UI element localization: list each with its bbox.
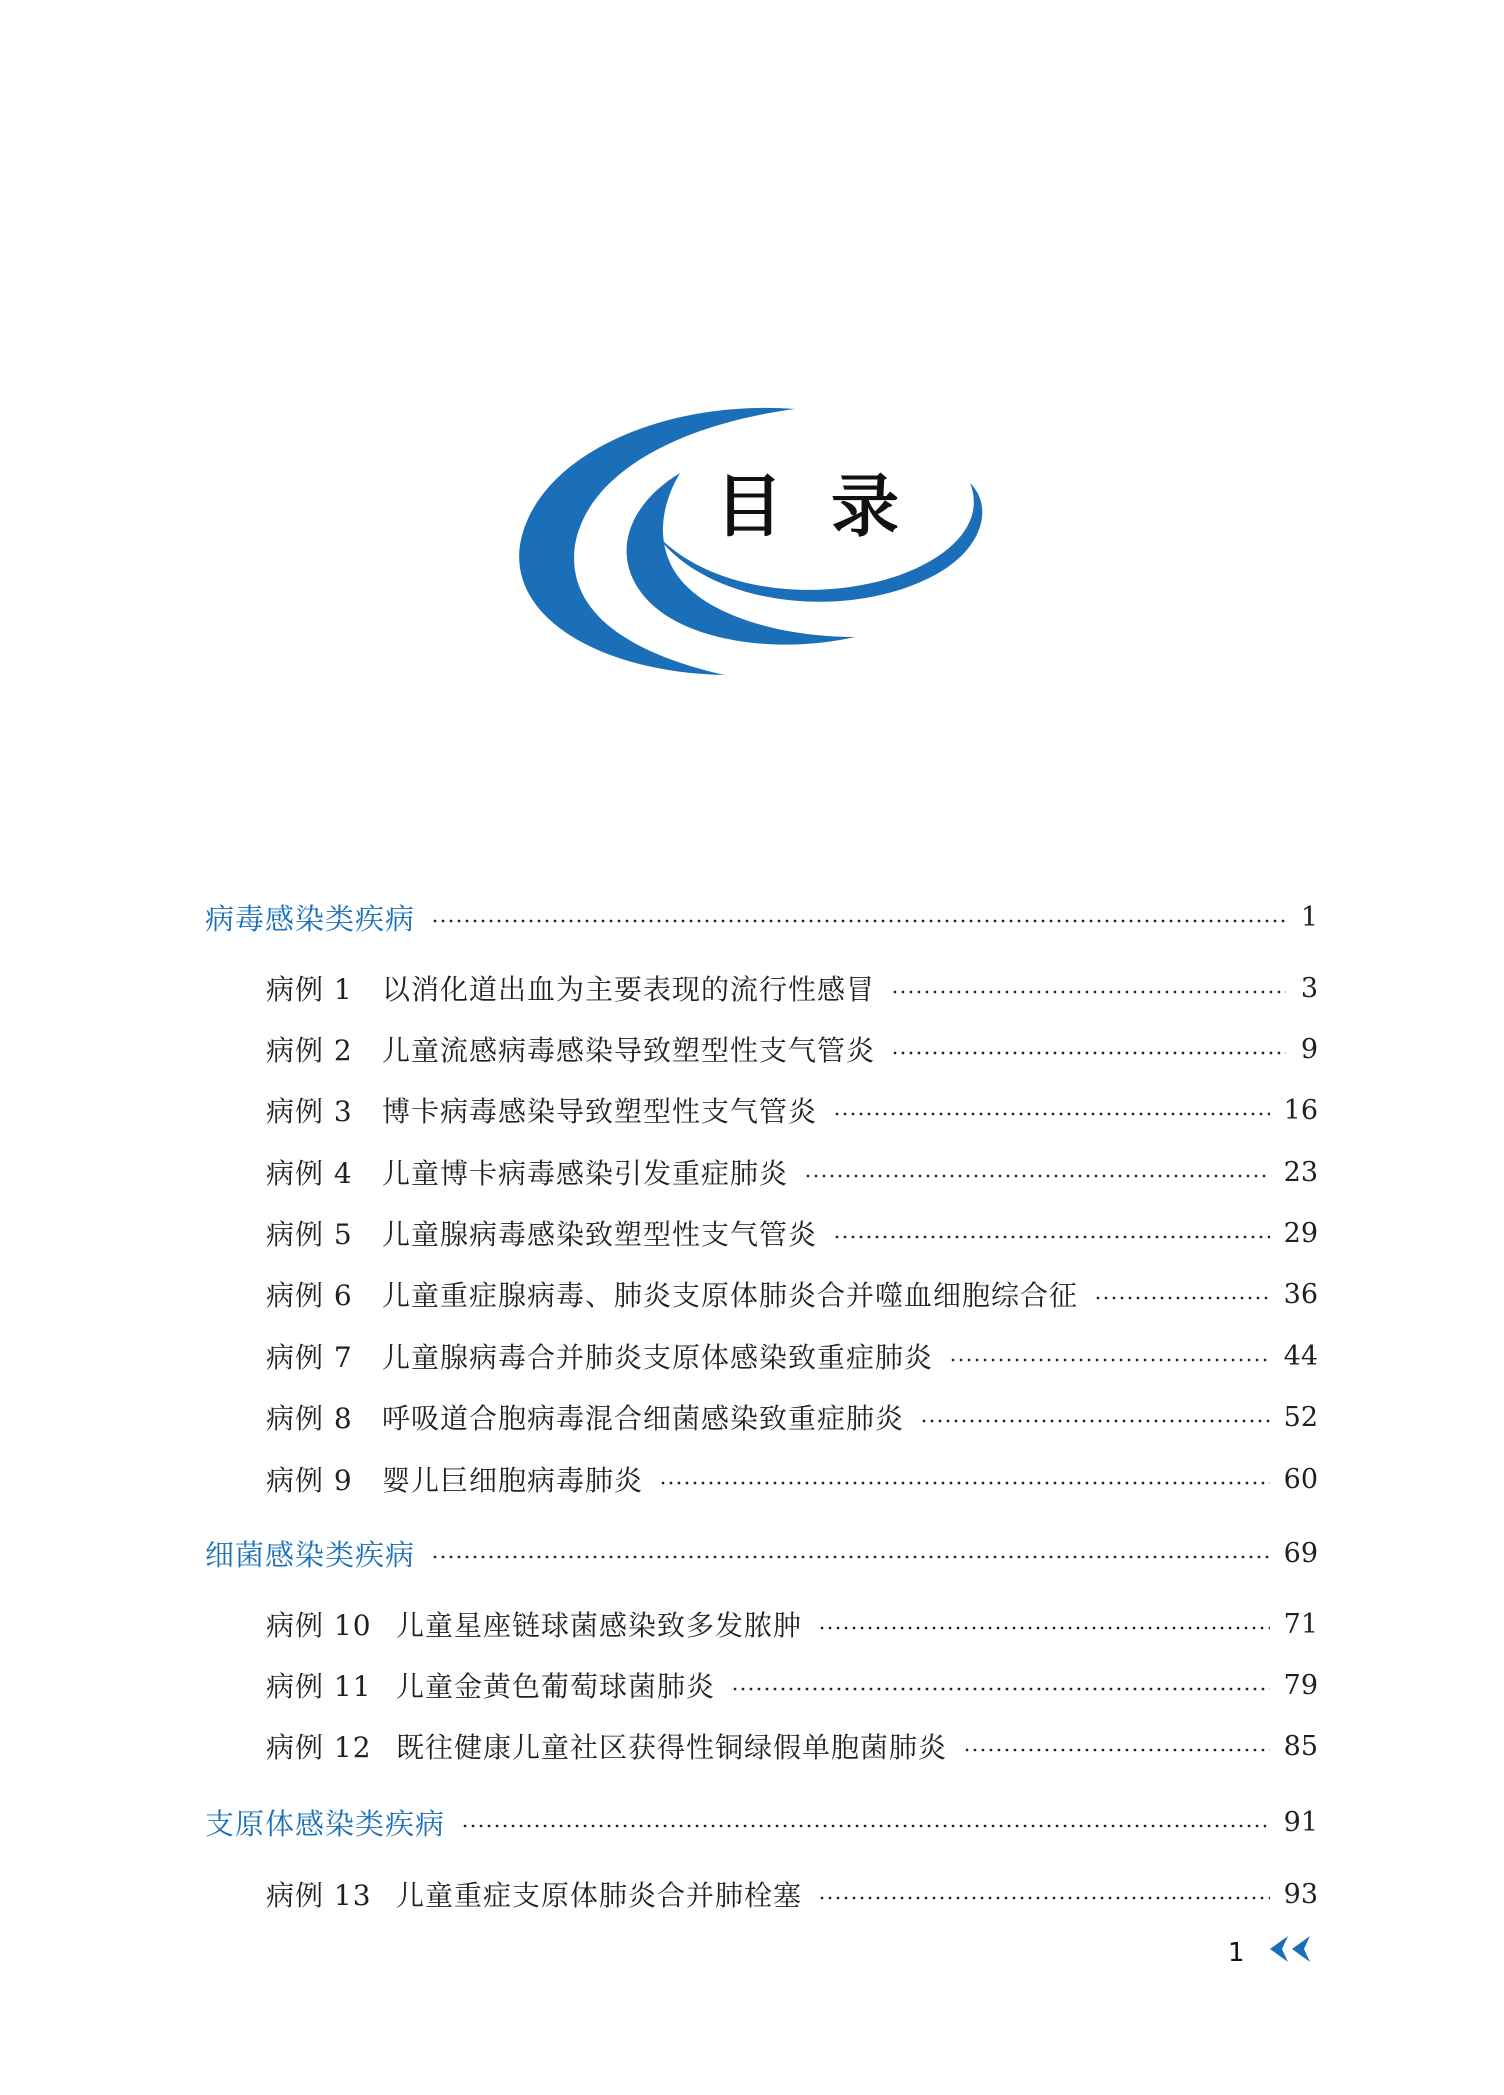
dot-leader (949, 1358, 1270, 1362)
toc-case-number: 病例 11 (266, 1670, 372, 1703)
toc-page-number: 1 (1300, 901, 1318, 933)
toc-case-title: 既往健康儿童社区获得性铜绿假单胞菌肺炎 (396, 1731, 948, 1764)
toc-case-number: 病例 9 (266, 1464, 353, 1497)
dot-leader (804, 1174, 1270, 1178)
toc-case-title: 儿童重症支原体肺炎合并肺栓塞 (396, 1879, 803, 1912)
toc-case-number: 病例 2 (266, 1034, 353, 1067)
toc-case-title: 儿童腺病毒合并肺炎支原体感染致重症肺炎 (382, 1341, 934, 1374)
dot-leader (818, 1626, 1270, 1630)
toc-section-row[interactable] (205, 1531, 1318, 1575)
toc-page-number: 44 (1283, 1340, 1318, 1372)
dot-leader (891, 1051, 1286, 1055)
toc-case-row[interactable] (266, 1027, 1318, 1071)
toc-case-title: 呼吸道合胞病毒混合细菌感染致重症肺炎 (382, 1402, 905, 1435)
toc-page-number: 79 (1283, 1669, 1318, 1701)
toc-case-number: 病例 4 (266, 1157, 353, 1190)
toc-page-number: 60 (1283, 1463, 1318, 1495)
dot-leader (431, 919, 1286, 923)
toc-case-number: 病例 1 (266, 973, 353, 1006)
toc-page-number: 91 (1283, 1806, 1318, 1838)
toc-case-row[interactable] (266, 1334, 1318, 1378)
toc-case-number: 病例 7 (266, 1341, 353, 1374)
toc-page-number: 9 (1300, 1033, 1318, 1065)
toc-case-title: 博卡病毒感染导致塑型性支气管炎 (382, 1095, 818, 1128)
toc-case-row[interactable] (266, 966, 1318, 1010)
dot-leader (963, 1748, 1270, 1752)
toc-page-number: 93 (1283, 1878, 1318, 1910)
toc-case-number: 病例 8 (266, 1402, 353, 1435)
dot-leader (659, 1481, 1270, 1485)
toc-case-title: 儿童金黄色葡萄球菌肺炎 (396, 1670, 716, 1703)
toc-case-row[interactable] (266, 1272, 1318, 1316)
toc-page-number: 3 (1300, 972, 1318, 1004)
toc-section-row[interactable] (205, 895, 1318, 939)
toc-page-number: 23 (1283, 1156, 1318, 1188)
toc-case-row[interactable] (266, 1602, 1318, 1646)
toc-case-number: 病例 5 (266, 1218, 353, 1251)
toc-case-number: 病例 10 (266, 1609, 372, 1642)
toc-section-title: 细菌感染类疾病 (205, 1537, 416, 1572)
double-chevron-left-icon (1268, 1934, 1312, 1964)
dot-leader (431, 1555, 1270, 1559)
toc-page-number: 85 (1283, 1730, 1318, 1762)
toc-case-number: 病例 6 (266, 1279, 353, 1312)
dot-leader (818, 1896, 1270, 1900)
toc-case-row[interactable] (266, 1211, 1318, 1255)
toc-case-title: 儿童流感病毒感染导致塑型性支气管炎 (382, 1034, 876, 1067)
toc-page-number: 16 (1283, 1094, 1318, 1126)
toc-case-number: 病例 13 (266, 1879, 372, 1912)
dot-leader (461, 1824, 1270, 1828)
toc-case-row[interactable] (266, 1724, 1318, 1768)
toc-section-title: 支原体感染类疾病 (205, 1806, 446, 1841)
dot-leader (731, 1687, 1270, 1691)
toc-page-number: 36 (1283, 1278, 1318, 1310)
toc-case-row[interactable] (266, 1457, 1318, 1501)
toc-section-title: 病毒感染类疾病 (205, 901, 416, 936)
toc-case-number: 病例 3 (266, 1095, 353, 1128)
toc-case-title: 以消化道出血为主要表现的流行性感冒 (382, 973, 876, 1006)
toc-case-row[interactable] (266, 1872, 1318, 1916)
toc-case-number: 病例 12 (266, 1731, 372, 1764)
toc-section-row[interactable] (205, 1800, 1318, 1844)
toc-case-title: 儿童博卡病毒感染引发重症肺炎 (382, 1157, 789, 1190)
toc-case-title: 婴儿巨细胞病毒肺炎 (382, 1464, 644, 1497)
footer-page-number: 1 (1228, 1938, 1245, 1968)
toc-case-title: 儿童重症腺病毒、肺炎支原体肺炎合并噬血细胞综合征 (382, 1279, 1079, 1312)
toc-page-number: 71 (1283, 1608, 1318, 1640)
toc-case-title: 儿童腺病毒感染致塑型性支气管炎 (382, 1218, 818, 1251)
page-title: 目录 (715, 467, 948, 547)
dot-leader (891, 990, 1286, 994)
toc-case-row[interactable] (266, 1663, 1318, 1707)
toc-case-title: 儿童星座链球菌感染致多发脓肿 (396, 1609, 803, 1642)
toc-page-number: 52 (1283, 1401, 1318, 1433)
toc-case-row[interactable] (266, 1395, 1318, 1439)
dot-leader (920, 1419, 1270, 1423)
toc-case-row[interactable] (266, 1088, 1318, 1132)
dot-leader (1094, 1296, 1270, 1300)
dot-leader (833, 1112, 1270, 1116)
toc-page-number: 29 (1283, 1217, 1318, 1249)
toc-page-number: 69 (1283, 1537, 1318, 1569)
toc-case-row[interactable] (266, 1150, 1318, 1194)
dot-leader (833, 1235, 1270, 1239)
